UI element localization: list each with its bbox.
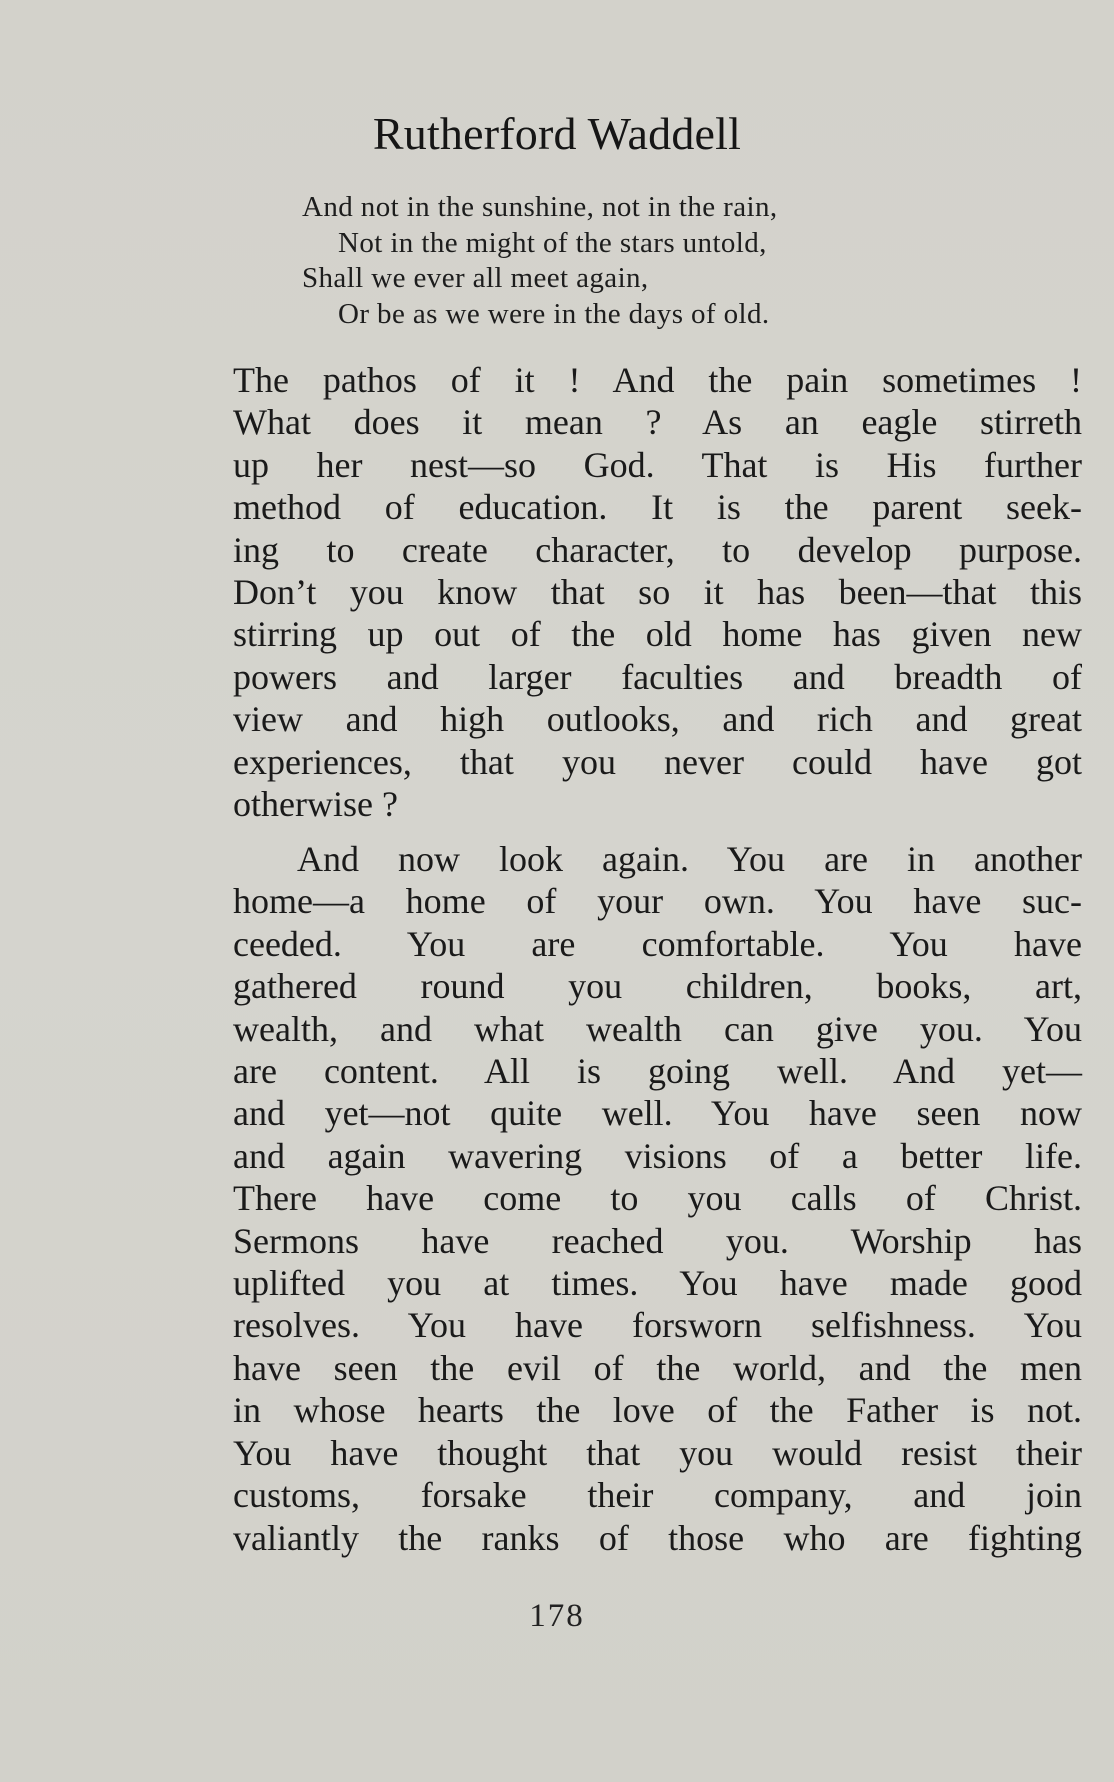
verse-line: Not in the might of the stars untold, [338, 226, 767, 259]
verse-line: And not in the sunshine, not in the rain, [302, 191, 778, 223]
text-line: customs, forsake their company, and join [233, 1475, 1082, 1516]
running-head: Rutherford Waddell [372, 108, 742, 159]
text-line: resolves. You have forsworn selfishness. You [233, 1305, 1082, 1346]
text-line: wealth, and what wealth can give you. You [233, 1008, 1082, 1049]
text-line: Don’t you know that so it has been—that this [233, 572, 1082, 613]
text-line: home—a home of your own. You have suc- [233, 881, 1082, 922]
text-line: And now look again. You are in another [297, 839, 1082, 879]
text-line: view and high outlooks, and rich and great [233, 699, 1082, 740]
text-line: and yet—not quite well. You have seen now [233, 1093, 1082, 1134]
text-line: in whose hearts the love of the Father is not. [233, 1390, 1082, 1431]
text-line: Sermons have reached you. Worship has [233, 1220, 1082, 1261]
text-line: otherwise ? [233, 784, 398, 825]
text-line: There have come to you calls of Christ. [233, 1178, 1082, 1219]
text-line: and again wavering visions of a better life. [233, 1135, 1082, 1176]
text-line: have seen the evil of the world, and the men [233, 1347, 1082, 1388]
text-line: ceeded. You are comfortable. You have [233, 923, 1082, 964]
text-line: up her nest—so God. That is His further [233, 444, 1082, 485]
page-number: 178 [529, 1598, 585, 1634]
text-line: valiantly the ranks of those who are fighting [233, 1517, 1082, 1558]
text-line: gathered round you children, books, art, [233, 966, 1082, 1007]
verse-line: Shall we ever all meet again, [302, 262, 649, 294]
paragraph-1 [233, 359, 1082, 825]
verse-line: Or be as we were in the days of old. [338, 297, 770, 330]
text-line: The pathos of it ! And the pain sometimes ! [233, 360, 1082, 400]
text-line: experiences, that you never could have got [233, 741, 1082, 782]
text-line: What does it mean ? As an eagle stirreth [233, 402, 1082, 443]
verse-stanza [302, 190, 1022, 332]
text-line: method of education. It is the parent seek- [233, 487, 1082, 528]
text-line: uplifted you at times. You have made good [233, 1263, 1082, 1304]
text-line: are content. All is going well. And yet— [233, 1051, 1082, 1092]
paragraph-2 [233, 838, 1082, 1559]
text-line: ing to create character, to develop purpose. [233, 529, 1082, 570]
text-line: You have thought that you would resist their [233, 1432, 1082, 1473]
text-line: stirring up out of the old home has given new [233, 614, 1082, 655]
text-line: powers and larger faculties and breadth of [233, 656, 1082, 697]
